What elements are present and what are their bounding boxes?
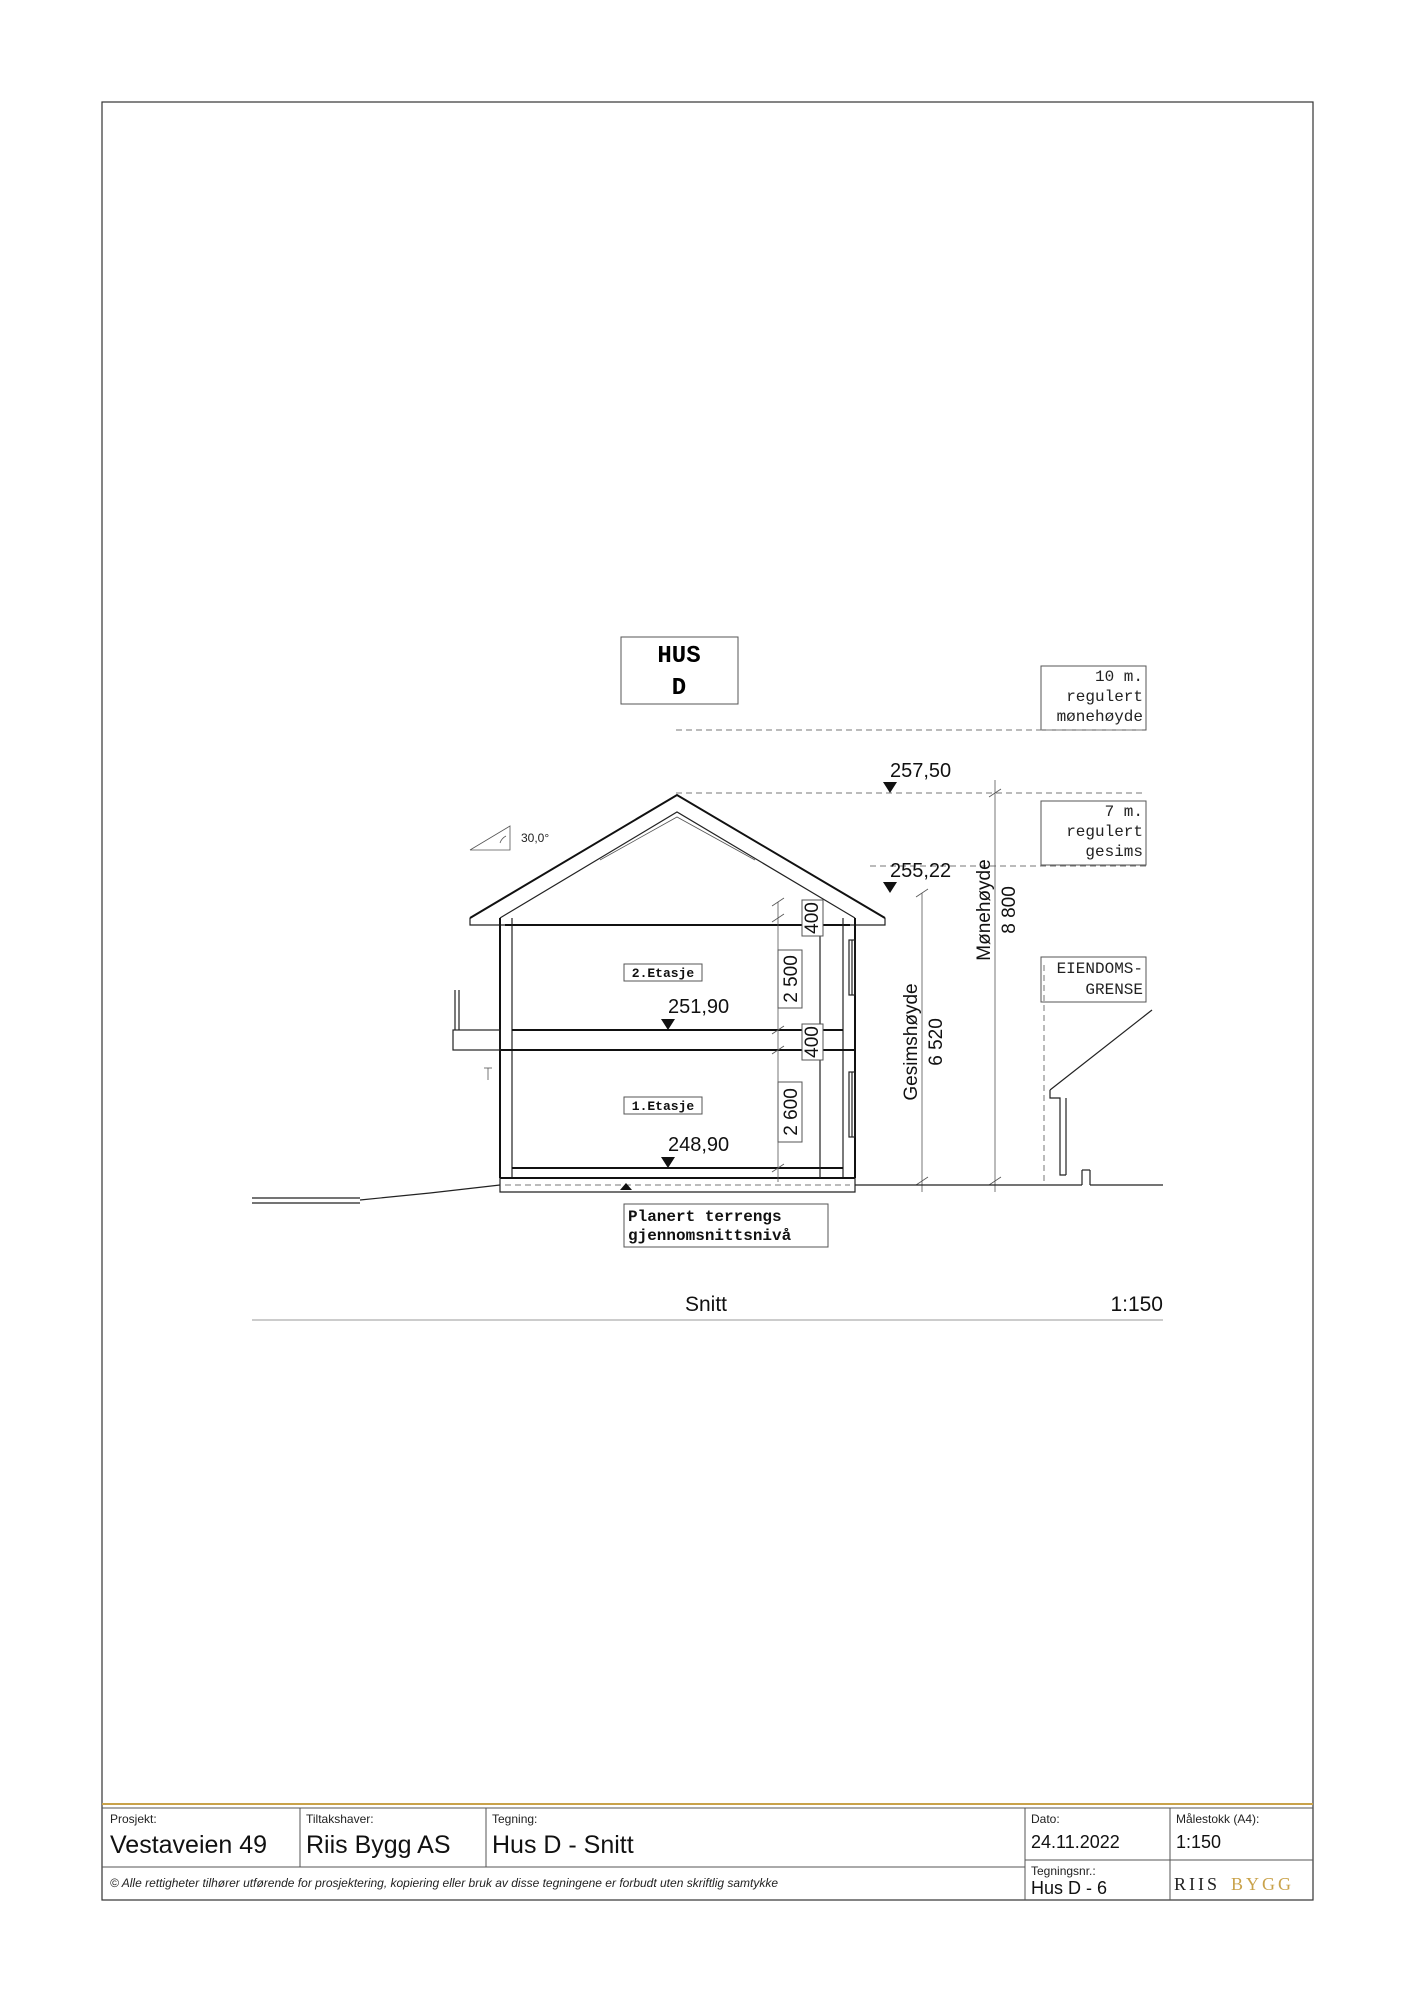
- dim-400-top: 400: [802, 902, 823, 934]
- view-title: [252, 1293, 1163, 1320]
- tb-client-label: Tiltakshaver:: [306, 1812, 374, 1826]
- elevation-marker-floor2: [661, 996, 729, 1030]
- note-boundary-line2: GRENSE: [1085, 981, 1143, 999]
- title-block: [102, 1804, 1313, 1900]
- tb-date-label: Dato:: [1031, 1812, 1060, 1826]
- logo-text-left: RIIS: [1174, 1874, 1221, 1894]
- tb-copyright: © Alle rettigheter tilhører utførende for prosjektering, kopiering eller bruk av disse tegningene er forbudt uten skriftlig samtykke: [110, 1876, 779, 1890]
- company-logo: [1174, 1874, 1294, 1894]
- tb-client-value: Riis Bygg AS: [306, 1831, 451, 1859]
- dim-400-mid: 400: [802, 1026, 823, 1058]
- note-eaves-regulation: [1041, 801, 1146, 865]
- house-label-line2: D: [671, 675, 687, 702]
- note-ridge-regulation: [1041, 666, 1146, 730]
- floor2-label: 2.Etasje: [631, 966, 695, 981]
- elevation-top-value: 257,50: [890, 760, 952, 782]
- balcony: [453, 990, 500, 1080]
- view-title-text: Snitt: [684, 1293, 728, 1316]
- elevation-floor2-value: 251,90: [668, 996, 730, 1018]
- note-ridge-line3: mønehøyde: [1056, 708, 1143, 726]
- elevation-eaves-value: 255,22: [890, 860, 952, 882]
- dimension-mone: [974, 780, 1020, 1192]
- note-eaves-line1: 7 m.: [1104, 803, 1143, 821]
- dim-2500: 2 500: [781, 955, 802, 1003]
- note-ridge-line2: regulert: [1066, 688, 1143, 706]
- terrain: [252, 1170, 1163, 1203]
- logo-text-right: BYGG: [1231, 1874, 1295, 1894]
- house-label-line1: HUS: [657, 643, 701, 670]
- tb-project-label: Prosjekt:: [110, 1812, 157, 1826]
- tb-project-value: Vestaveien 49: [110, 1831, 268, 1859]
- note-property-boundary: [1041, 957, 1146, 1002]
- terrain-line2: gjennomsnittsnivå: [628, 1227, 792, 1245]
- mone-label: Mønehøyde: [974, 859, 995, 961]
- note-eaves-line2: regulert: [1066, 823, 1143, 841]
- terrain-line1: Planert terrengs: [628, 1208, 782, 1226]
- tb-drawing-label: Tegning:: [492, 1812, 538, 1826]
- note-ridge-line1: 10 m.: [1094, 668, 1143, 686]
- note-eaves-line3: gesims: [1085, 843, 1143, 861]
- elevation-marker-eaves: [883, 860, 951, 893]
- dimension-chain-floors: [772, 898, 823, 1182]
- note-boundary-line1: EIENDOMS-: [1056, 960, 1143, 978]
- floor1-label: 1.Etasje: [631, 1099, 695, 1114]
- roof-angle-indicator: [470, 826, 549, 850]
- tb-date-value: 24.11.2022: [1031, 1832, 1120, 1852]
- tb-number-label: Tegningsnr.:: [1031, 1864, 1096, 1878]
- dimension-gesims: [901, 889, 947, 1192]
- dim-2600: 2 600: [781, 1088, 802, 1136]
- tb-scale-value: 1:150: [1176, 1832, 1222, 1852]
- tb-drawing-value: Hus D - Snitt: [492, 1831, 634, 1859]
- roof-angle-value: 30,0°: [521, 831, 550, 845]
- gesims-value: 6 520: [926, 1018, 947, 1066]
- mone-value: 8 800: [999, 886, 1020, 934]
- elevation-marker-top: [883, 760, 951, 793]
- tb-number-value: Hus D - 6: [1031, 1878, 1108, 1898]
- view-scale-text: 1:150: [1110, 1293, 1163, 1316]
- gesims-label: Gesimshøyde: [901, 983, 922, 1101]
- elevation-floor1-value: 248,90: [668, 1134, 730, 1156]
- floor2-label-box: [624, 964, 702, 981]
- house-label: [621, 637, 738, 704]
- elevation-marker-floor1: [661, 1134, 729, 1168]
- floor1-label-box: [624, 1097, 702, 1114]
- tb-scale-label: Målestokk (A4):: [1176, 1812, 1260, 1826]
